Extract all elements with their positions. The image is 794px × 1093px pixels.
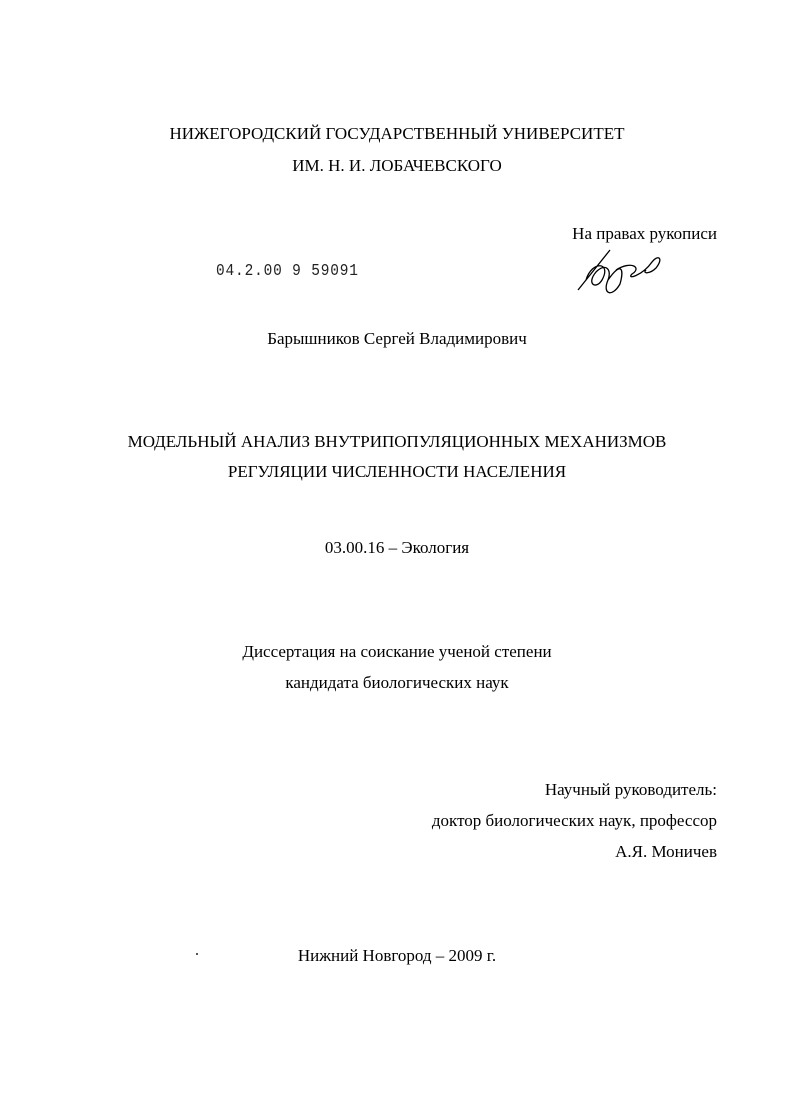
degree-line-2: кандидата биологических наук — [285, 673, 509, 692]
author-name: Барышников Сергей Владимирович — [267, 329, 527, 348]
dissertation-title-2: РЕГУЛЯЦИИ ЧИСЛЕННОСТИ НАСЕЛЕНИЯ — [227, 462, 567, 481]
registration-stamp: 04.2.00 9 59091 — [216, 262, 359, 281]
specialty: 03.00.16 – Экология — [324, 538, 470, 557]
dissertation-title: МОДЕЛЬНЫЙ АНАЛИЗ ВНУТРИПОПУЛЯЦИОННЫХ МЕХАНИЗМОВ — [127, 432, 667, 451]
supervisor-name: А.Я. Моничев — [615, 842, 717, 861]
manuscript-note: На правах рукописи — [572, 224, 717, 243]
signature-image — [572, 240, 672, 300]
university-name-2: ИМ. Н. И. ЛОБАЧЕВСКОГО — [292, 156, 502, 175]
degree-line-1: Диссертация на соискание ученой степени — [242, 642, 552, 661]
supervisor-title: доктор биологических наук, профессор — [431, 811, 717, 830]
university-name: НИЖЕГОРОДСКИЙ ГОСУДАРСТВЕННЫЙ УНИВЕРСИТЕТ — [169, 124, 625, 143]
footer-place-year: Нижний Новгород – 2009 г. — [297, 946, 497, 965]
supervisor-label: Научный руководитель: — [544, 780, 717, 799]
